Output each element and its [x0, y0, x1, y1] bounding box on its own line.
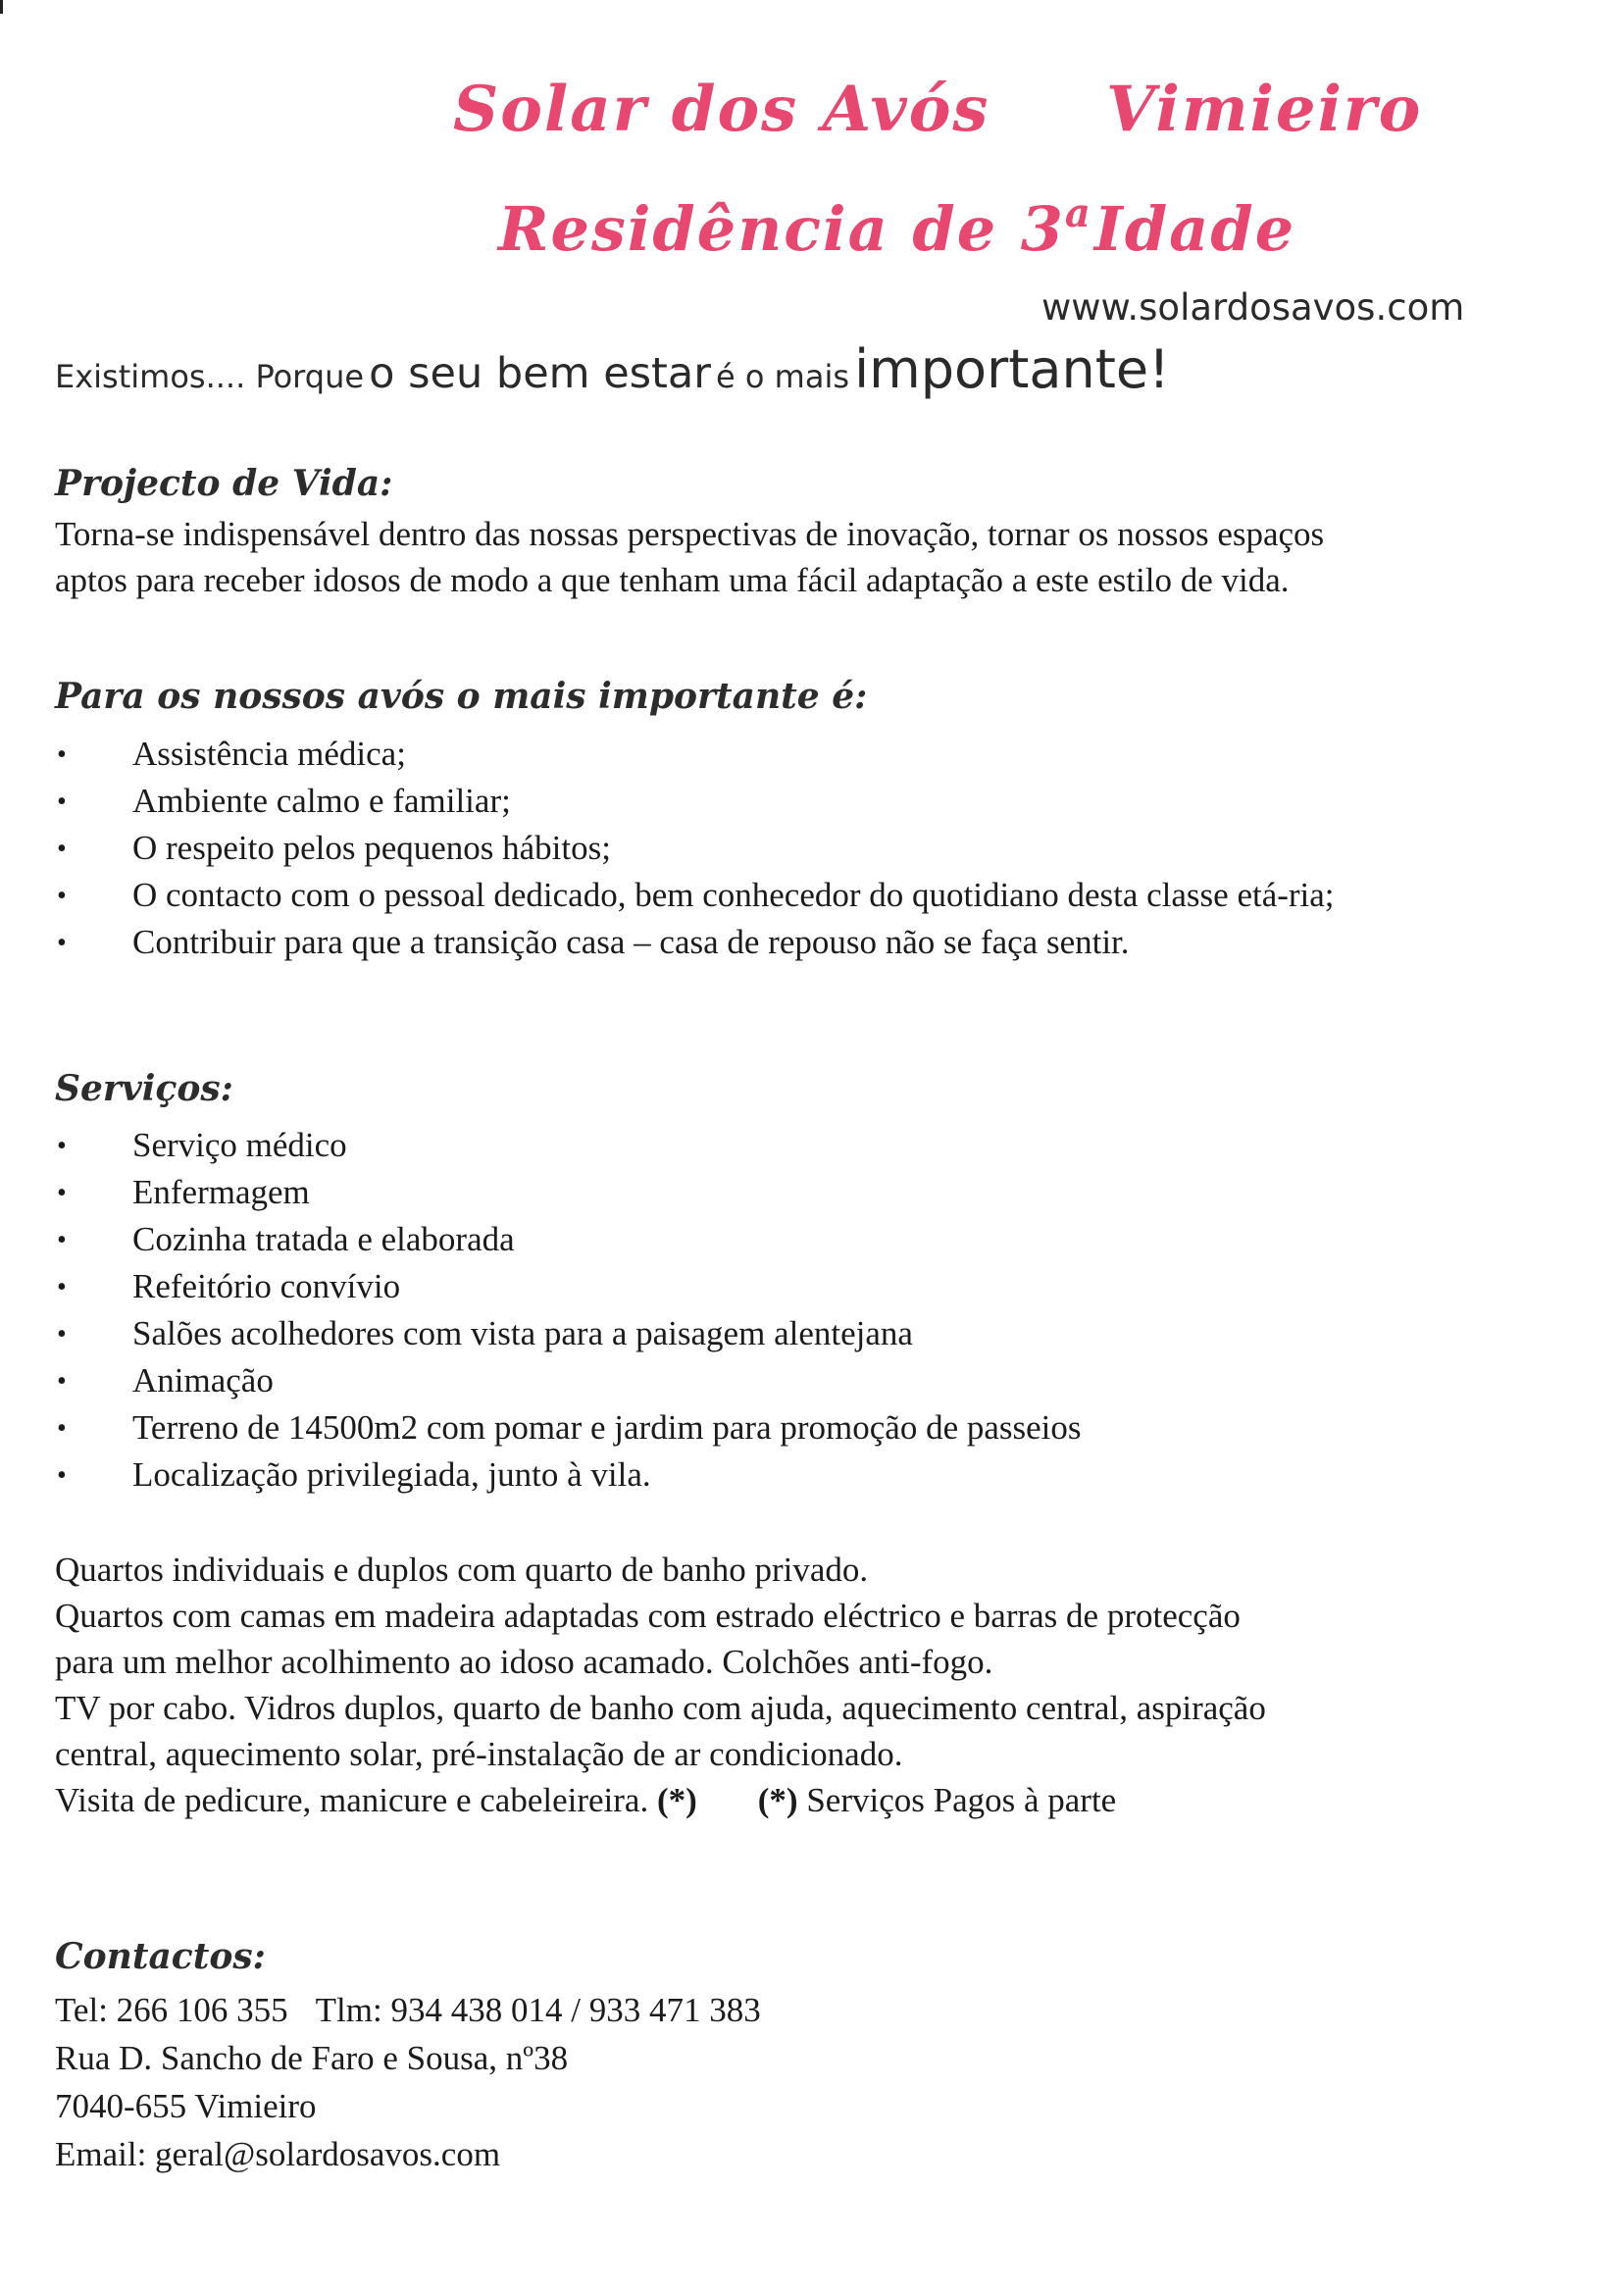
list-item: • Enfermagem — [55, 1169, 1082, 1216]
visita-asterisk: (*) — [656, 1781, 697, 1819]
quartos-line: Quartos com camas em madeira adaptadas com estrado eléctrico e barras de protecção — [55, 1597, 1241, 1635]
list-item: • Terreno de 14500m2 com pomar e jardim para promoção de passeios — [55, 1404, 1082, 1451]
servicos-heading: Serviços: — [55, 1068, 233, 1109]
list-item: • O contacto com o pessoal dedicado, bem conhecedor do quotidiano desta classe etá-ria; — [55, 872, 1559, 919]
list-item: • Ambiente calmo e familiar; — [55, 778, 1559, 825]
subtitle-sup: a — [1064, 190, 1092, 236]
visita-text: Visita de pedicure, manicure e cabeleireira. — [55, 1781, 649, 1819]
subtitle — [498, 190, 1296, 265]
note-text: Serviços Pagos à parte — [806, 1781, 1117, 1819]
tagline — [55, 338, 1170, 400]
website-url: www.solardosavos.com — [1041, 286, 1465, 329]
list-item: • Localização privilegiada, junto à vila. — [55, 1451, 1082, 1499]
phone-line — [55, 1986, 761, 2034]
tagline-part3: é o mais — [716, 358, 849, 395]
postal-line: 7040-655 Vimieiro — [55, 2087, 317, 2125]
list-item: • Assistência médica; — [55, 731, 1559, 778]
servicos-list — [55, 1122, 1082, 1499]
brand-name: Solar dos Avós — [453, 73, 990, 146]
visita-line — [55, 1777, 1565, 1823]
contact-block — [55, 1986, 761, 2178]
quartos-line: central, aquecimento solar, pré-instalação de ar condicionado. — [55, 1735, 903, 1773]
quartos-paragraph — [55, 1547, 1565, 1823]
projecto-line: aptos para receber idosos de modo a que tenham uma fácil adaptação a este estilo de vida. — [55, 561, 1290, 599]
contactos-heading: Contactos: — [55, 1936, 266, 1977]
list-item: • Refeitório convívio — [55, 1263, 1082, 1310]
note-asterisk: (*) — [757, 1781, 798, 1819]
projecto-line: Torna-se indispensável dentro das nossas perspectivas de inovação, tornar os nossos espaços — [55, 515, 1325, 553]
list-item: • Serviço médico — [55, 1122, 1082, 1169]
tel-number: Tel: 266 106 355 — [55, 1991, 288, 2029]
quartos-line: TV por cabo. Vidros duplos, quarto de banho com ajuda, aquecimento central, aspiração — [55, 1689, 1266, 1727]
mobile-numbers: Tlm: 934 438 014 / 933 471 383 — [315, 1991, 761, 2029]
list-item: • Contribuir para que a transição casa – casa de repouso não se faça sentir. — [55, 919, 1559, 966]
list-item: • O respeito pelos pequenos hábitos; — [55, 825, 1559, 872]
tagline-part4: importante! — [854, 338, 1170, 400]
importante-list — [55, 731, 1559, 966]
tagline-part1: Existimos.... Porque — [55, 358, 365, 395]
projecto-heading: Projecto de Vida: — [55, 463, 393, 504]
importante-heading: Para os nossos avós o mais importante é: — [55, 676, 868, 717]
email-line: Email: geral@solardosavos.com — [55, 2135, 501, 2173]
list-item: • Cozinha tratada e elaborada — [55, 1216, 1082, 1263]
address-line: Rua D. Sancho de Faro e Sousa, nº38 — [55, 2039, 569, 2077]
quartos-line: Quartos individuais e duplos com quarto de banho privado. — [55, 1551, 869, 1589]
list-item: • Animação — [55, 1357, 1082, 1404]
scan-edge-mark — [0, 0, 3, 14]
projecto-paragraph — [55, 511, 1565, 603]
tagline-part2: o seu bem estar — [369, 349, 711, 398]
town-name: Vimieiro — [1106, 73, 1423, 146]
list-item: • Salões acolhedores com vista para a paisagem alentejana — [55, 1310, 1082, 1357]
subtitle-post: Idade — [1093, 193, 1296, 265]
subtitle-pre: Residência de 3 — [498, 193, 1065, 265]
quartos-line: para um melhor acolhimento ao idoso acamado. Colchões anti-fogo. — [55, 1643, 993, 1681]
